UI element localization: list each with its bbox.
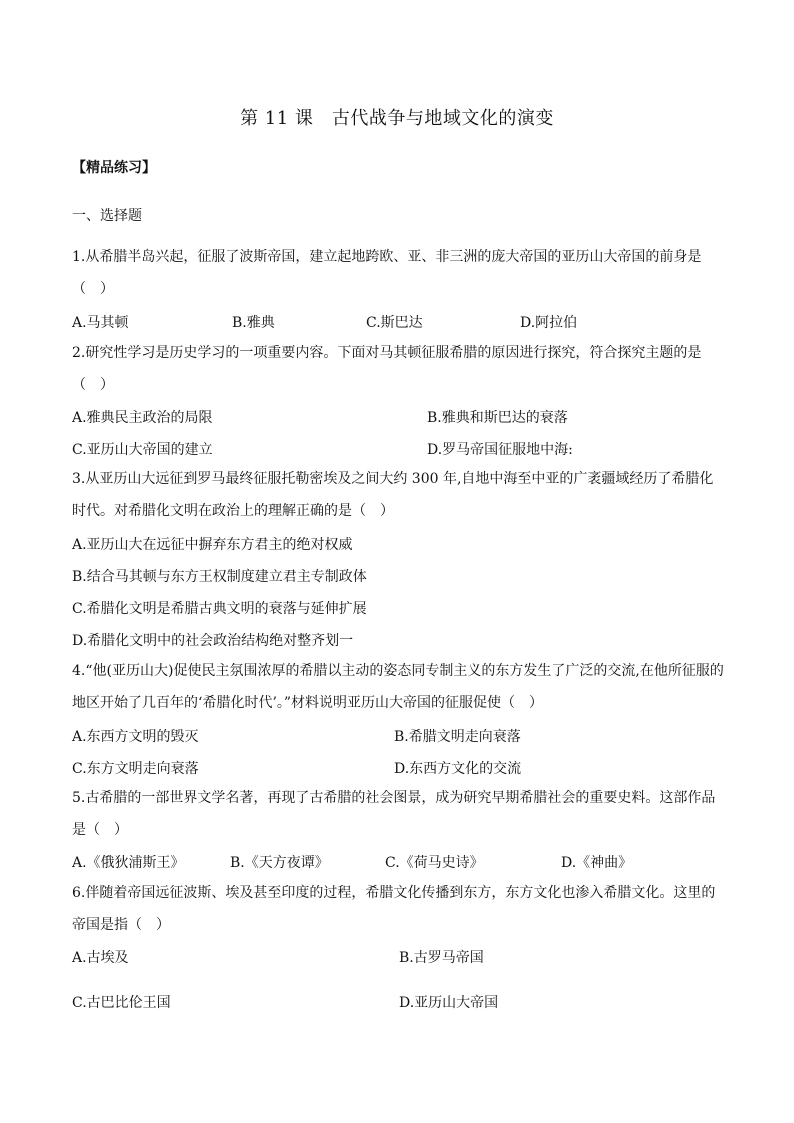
q6-option-d: D.亚历山大帝国 [399,995,499,1011]
q5-option-c: C.《荷马史诗》 [385,855,484,871]
q3-option-a: A.亚历山大在远征中摒弃东方君主的绝对权威 [72,537,353,553]
q6-option-b: B.古罗马帝国 [399,950,484,966]
q4-option-c: C.东方文明走向衰落 [72,761,199,777]
question-5: 5.古希腊的一部世界文学名著，再现了古希腊的社会图景，成为研究早期希腊社会的重要史料。这部作品是（ ） [72,790,716,838]
q4-option-b: B.希腊文明走向衰落 [394,729,521,745]
q5-option-d: D.《神曲》 [561,855,633,871]
q4-option-d: D.东西方文化的交流 [394,761,522,777]
q3-option-d: D.希腊化文明中的社会政治结构绝对整齐划一 [72,633,354,649]
q2-option-a: A.雅典民主政治的局限 [72,410,213,426]
q2-option-d: D.罗马帝国征服地中海: [427,442,573,458]
question-3: 3.从亚历山大远征到罗马最终征服托勒密埃及之间大约 300 年,自地中海至中亚的广袤疆域经历了希腊化时代。对希腊化文明在政治上的理解正确的是（ ） [72,471,714,519]
question-4: 4.“他(亚历山大)促使民主氛围浓厚的希腊以主动的姿态同专制主义的东方发生了广泛的交流,在他所征服的地区开始了几百年的‘希腊化时代’。”材料说明亚历山大帝国的征服促使（ ） [72,663,724,711]
q3-option-b: B.结合马其顿与东方王权制度建立君主专制政体 [72,569,367,585]
q1-option-b: B.雅典 [232,315,275,331]
q1-option-a: A.马其顿 [72,315,129,331]
question-1: 1.从希腊半岛兴起，征服了波斯帝国，建立起地跨欧、亚、非三洲的庞大帝国的亚历山大帝国的前身是（ ） [72,249,702,297]
q5-option-a: A.《俄狄浦斯王》 [72,855,185,871]
q6-option-c: C.古巴比伦王国 [72,995,171,1011]
q1-option-d: D.阿拉伯 [520,315,578,331]
q2-option-b: B.雅典和斯巴达的衰落 [427,410,568,426]
q3-option-c: C.希腊化文明是希腊古典文明的衰落与延伸扩展 [72,601,367,617]
question-6: 6.伴随着帝国远征波斯、埃及甚至印度的过程，希腊文化传播到东方，东方文化也渗入希腊文化。这里的帝国是指（ ） [72,885,716,933]
lesson-title: 第 11 课 古代战争与地域文化的演变 [240,108,554,129]
section-heading: 【精品练习】 [72,160,156,176]
subsection-heading: 一、选择题 [72,208,142,224]
q2-option-c: C.亚历山大帝国的建立 [72,442,213,458]
q4-option-a: A.东西方文明的毁灭 [72,729,199,745]
q5-option-b: B.《天方夜谭》 [230,855,329,871]
question-2: 2.研究性学习是历史学习的一项重要内容。下面对马其顿征服希腊的原因进行探究，符合探究主题的是（ ） [72,345,702,393]
q6-option-a: A.古埃及 [72,950,129,966]
q1-option-c: C.斯巴达 [366,315,423,331]
